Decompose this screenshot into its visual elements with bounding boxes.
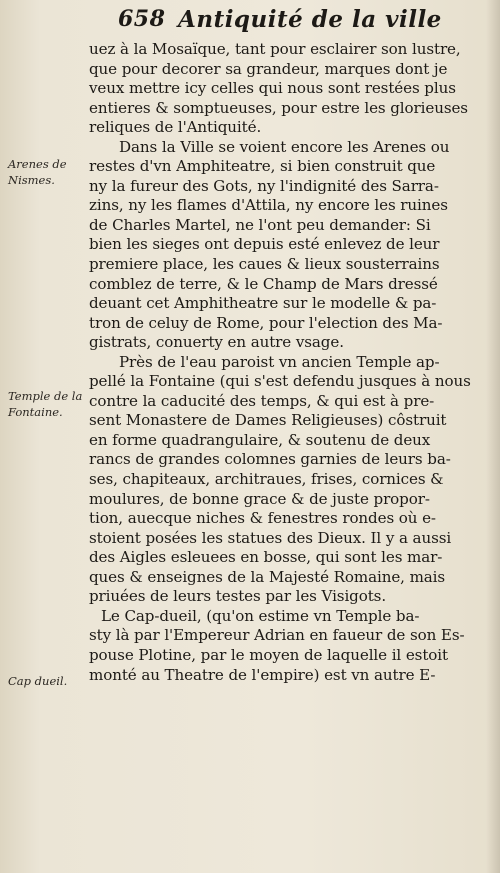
margin-note-arenes: Arenes de Nismes.: [8, 157, 67, 187]
page-header: [118, 6, 488, 40]
text-line: pouse Plotine, par le moyen de laquelle il estoit: [89, 645, 448, 664]
text-line: comblez de terre, & le Champ de Mars dressé: [89, 274, 438, 293]
text-line: entieres & somptueuses, pour estre les glorieuses: [89, 98, 468, 117]
text-line: Dans la Ville se voient encore les Arenes ou: [119, 137, 450, 156]
margin-note-cap-dueil: Cap dueil.: [8, 674, 68, 688]
page-edge-shadow: [486, 0, 500, 873]
text-line: stoient posées les statues des Dieux. Il y a aussi: [89, 528, 452, 547]
text-line: ques & enseignes de la Majesté Romaine, mais: [89, 567, 446, 586]
text-line: veux mettre icy celles qui nous sont restées plus: [89, 79, 456, 98]
text-line: tion, auecque niches & fenestres rondes où e-: [89, 509, 436, 528]
text-line: deuant cet Amphitheatre sur le modelle & pa-: [89, 294, 437, 313]
text-line: contre la caducité des temps, & qui est à pre-: [89, 391, 435, 410]
text-line: en forme quadrangulaire, & soutenu de deux: [89, 430, 431, 449]
text-line: ny la fureur des Gots, ny l'indignité des Sarra-: [89, 176, 439, 195]
text-line: uez à la Mosaïque, tant pour esclairer son lustre,: [89, 40, 461, 58]
text-line: monté au Theatre de l'empire) est vn autre E-: [89, 665, 436, 684]
text-line: Près de l'eau paroist vn ancien Temple ap-: [119, 352, 440, 371]
text-line: zins, ny les flames d'Attila, ny encore les ruines: [89, 196, 448, 215]
text-line: gistrats, conuerty en autre vsage.: [89, 333, 344, 352]
text-line: premiere place, les caues & lieux sousterrains: [89, 255, 440, 274]
text-line: sent Monastere de Dames Religieuses) côstruit: [89, 411, 447, 430]
text-line: priuées de leurs testes par les Visigots.: [89, 587, 387, 606]
text-line: moulures, de bonne grace & de juste propor-: [89, 489, 430, 508]
body-text: [89, 40, 481, 685]
text-line: reliques de l'Antiquité.: [89, 118, 262, 137]
text-line: tron de celuy de Rome, pour l'election des Ma-: [89, 313, 443, 332]
page-number: 658: [118, 6, 166, 32]
margin-note-temple: Temple de la Fontaine.: [8, 389, 83, 419]
text-line: Le Cap-dueil, (qu'on estime vn Temple ba-: [101, 606, 420, 625]
text-line: des Aigles esleuees en bosse, qui sont les mar-: [89, 548, 443, 567]
text-line: sty là par l'Empereur Adrian en faueur de son Es-: [89, 626, 465, 645]
text-line: que pour decorer sa grandeur, marques dont je: [89, 59, 448, 78]
text-line: rancs de grandes colomnes garnies de leurs ba-: [89, 450, 451, 469]
text-line: bien les sieges ont depuis esté enlevez de leur: [89, 235, 440, 254]
text-line: de Charles Martel, ne l'ont peu demander: Si: [89, 215, 431, 234]
text-line: ses, chapiteaux, architraues, frises, cornices &: [89, 470, 444, 489]
text-line: restes d'vn Amphiteatre, si bien construit que: [89, 157, 436, 176]
running-title: Antiquité de la ville: [178, 6, 442, 33]
text-line: pellé la Fontaine (qui s'est defendu jusques à nous: [89, 372, 471, 391]
